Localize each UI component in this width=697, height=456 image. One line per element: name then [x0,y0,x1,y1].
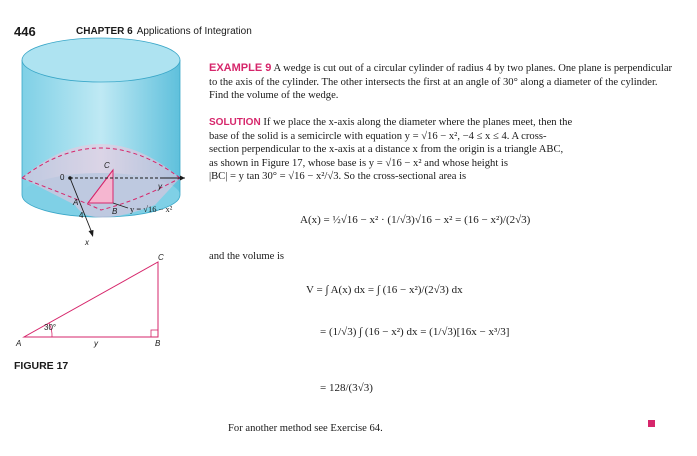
area-equation: A(x) = ½√16 − x² · (1/√3)√16 − x² = (16 − x²)/(2√3) [300,214,531,226]
solution-line2: base of the solid is a semicircle with equation y = √16 − x², −4 ≤ x ≤ 4. A cross- [209,130,547,142]
label-x: x [85,238,89,247]
label-A: A [73,198,79,207]
tri-label-angle: 30° [44,323,57,332]
tri-label-C: C [158,253,164,262]
figure-label: FIGURE 17 [14,360,69,372]
volume-equation-3: = 128/(3√3) [320,382,373,394]
volume-equation-1: V = ∫ A(x) dx = ∫ (16 − x²)/(2√3) dx [306,284,463,296]
label-C: C [104,161,110,170]
volume-equation-2: = (1/√3) ∫ (16 − x²) dx = (1/√3)[16x − x³/3] [320,326,510,338]
and-volume-text: and the volume is [209,251,285,262]
chapter-title: Applications of Integration [136,26,252,37]
closing-text: For another method see Exercise 64. [228,423,383,434]
page-number: 446 [14,24,36,39]
solution-title: SOLUTION [209,117,261,128]
label-y: y [158,182,162,191]
solution-line3: section perpendicular to the x-axis at a distance x from the origin is a triangle ABC, [209,144,564,156]
end-of-example-mark [648,420,655,427]
label-origin: 0 [60,173,65,182]
label-B: B [112,207,118,216]
solution-line4: as shown in Figure 17, whose base is y = √16 − x² and whose height is [209,157,508,169]
example-title: EXAMPLE 9 [209,62,272,74]
tri-label-A: A [16,339,22,348]
tri-label-B: B [155,339,161,348]
label-radius: 4 [79,211,84,220]
label-curve: y = √16 − x² [130,204,173,214]
chapter-label: CHAPTER 6 [76,26,133,37]
example-text: A wedge is cut out of a circular cylinder of radius 4 by two planes. One plane is perpendicular to the axis of the cylinder. The other intersects the first at an angle of 30° along a diameter of the cylinder. Find the volume of the wedge. [209,63,673,102]
solution-line1: If we place the x-axis along the diameter where the planes meet, then the [263,117,573,128]
solution-line5: |BC| = y tan 30° = √16 − x²/√3. So the cross-sectional area is [209,171,467,183]
tri-label-y: y [94,339,98,348]
example-block [209,62,679,103]
solution-block [209,116,679,184]
